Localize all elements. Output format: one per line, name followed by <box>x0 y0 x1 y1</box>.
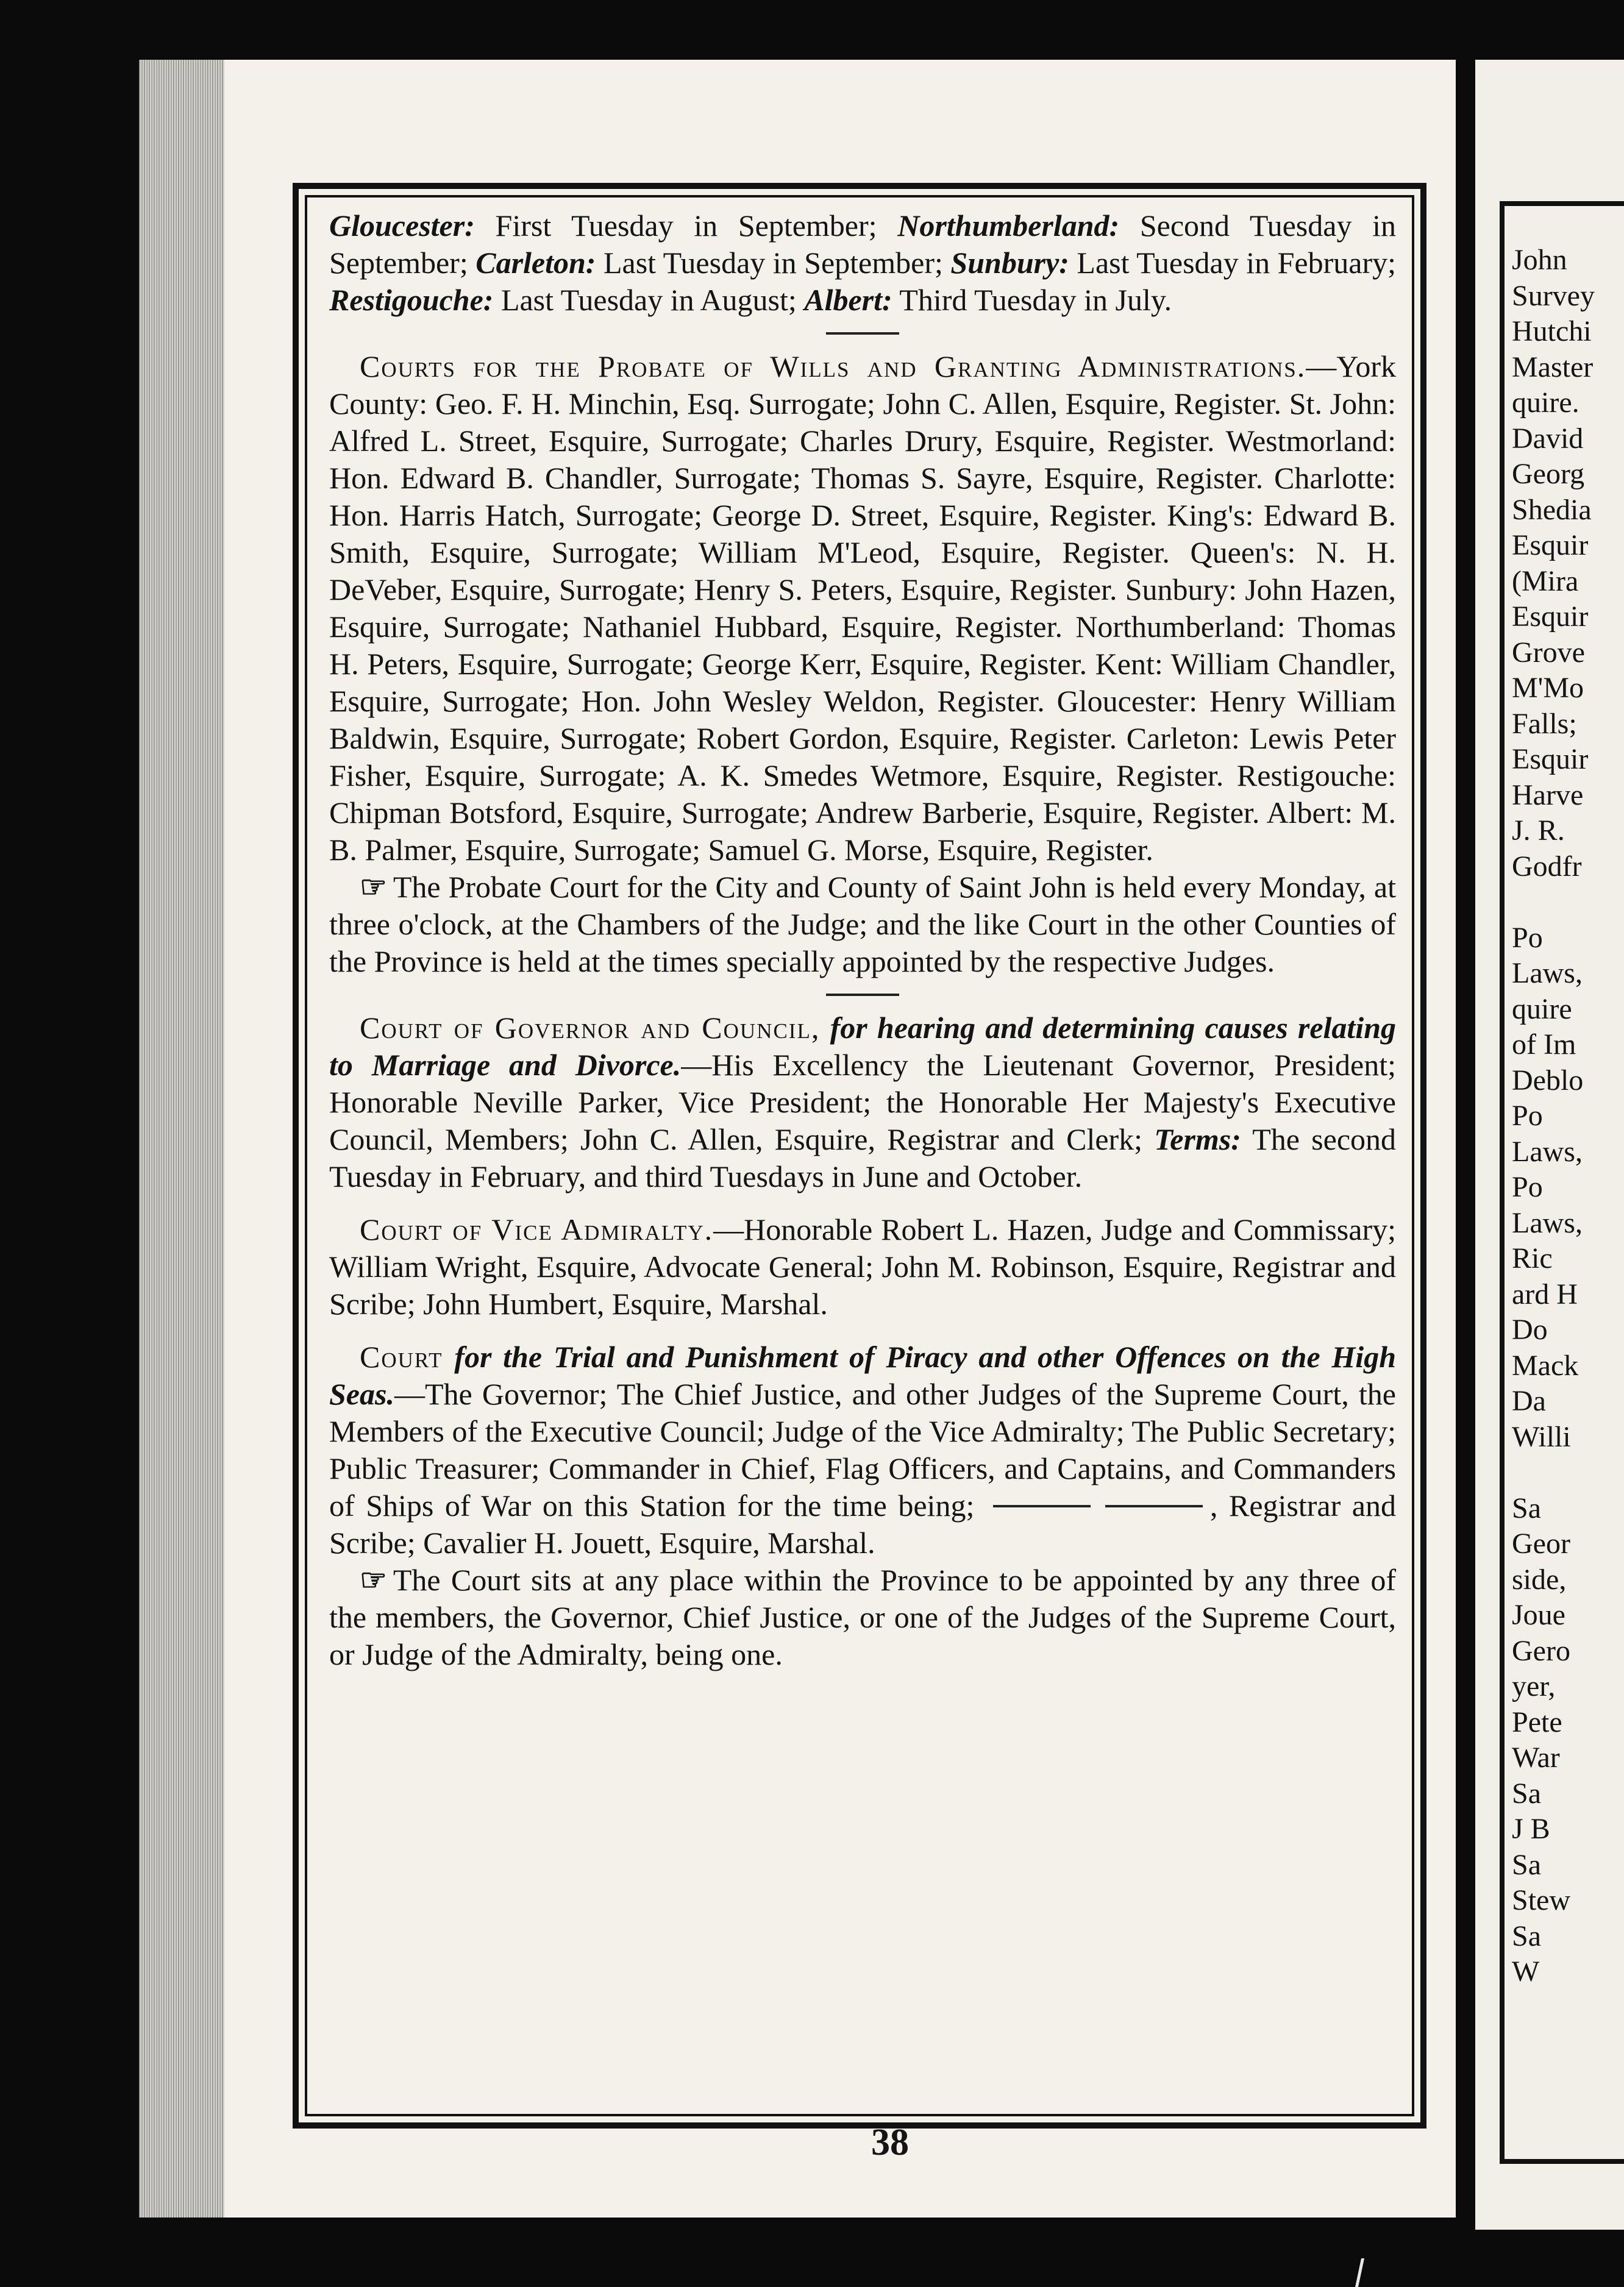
facing-page-line: Falls; <box>1512 707 1577 740</box>
vice-admiralty-paragraph <box>329 1211 1396 1323</box>
governor-council-terms: The second Tuesday in February, and third Tuesdays in June and October. <box>329 1122 1397 1193</box>
facing-page-line: Laws, <box>1512 1206 1583 1239</box>
facing-page-line: J. R. <box>1512 814 1565 847</box>
facing-page-line: Sa <box>1512 1492 1541 1524</box>
circuit-date: Last Tuesday in August; <box>500 283 797 317</box>
county-label: Albert: <box>804 283 892 317</box>
facing-page-line: Sa <box>1512 1919 1541 1952</box>
facing-page-text <box>1512 243 1624 1990</box>
facing-page-line: ard H <box>1512 1278 1578 1311</box>
facing-page-line: Shedia <box>1512 493 1592 526</box>
circuit-date: Third Tuesday in July. <box>899 283 1172 317</box>
governor-council-purpose: for hearing and determining causes relating to Marriage and Divorce. <box>329 1011 1397 1082</box>
circuit-date: Last Tuesday in September; <box>603 246 943 280</box>
facing-page-line: Esquir <box>1512 743 1589 775</box>
facing-page-line: W <box>1512 1955 1540 1988</box>
facing-page-line: Pete <box>1512 1705 1562 1738</box>
facing-page-line: Ric <box>1512 1242 1553 1275</box>
page-number: 38 <box>871 2122 909 2163</box>
probate-heading: Courts for the Probate of Wills and Granting Administrations. <box>360 349 1306 383</box>
facing-page-line: Survey <box>1512 279 1595 312</box>
county-label: Carleton: <box>475 246 596 280</box>
facing-page-line: Gero <box>1512 1634 1570 1667</box>
scan-mark <box>1355 2258 1375 2287</box>
pointing-hand-icon: ☞ <box>360 1563 387 1597</box>
facing-page-line: Master <box>1512 350 1594 383</box>
facing-page-line: (Mira <box>1512 564 1579 597</box>
facing-page-line: Esquir <box>1512 600 1589 633</box>
facing-page-line: quire. <box>1512 386 1579 419</box>
piracy-court-note <box>329 1562 1396 1673</box>
facing-page-line: John <box>1512 244 1567 276</box>
piracy-court-note-text: The Court sits at any place within the Province to be appointed by any three of the members, the Governor, Chief Justice, or one of the Judges of the Supreme Court, or Judge of the Admiralty, being one. <box>329 1563 1396 1671</box>
probate-paragraph <box>329 348 1396 869</box>
terms-label: Terms: <box>1154 1122 1241 1156</box>
governor-council-heading: Court of Governor and Council, <box>360 1011 821 1045</box>
facing-page-line: Po <box>1512 921 1543 954</box>
piracy-court-body: —The Governor; The Chief Justice, and other Judges of the Supreme Court, the Members of the Executive Council; Judge of the Vice Admiralty; The Public Secretary; Public Treasurer; Commander in Chief, Flag Officers, and Captains, and Commanders of Ships of War on this Station for the time being; <box>329 1377 1396 1523</box>
facing-page-line: Laws, <box>1512 1135 1583 1168</box>
facing-page-line: Joue <box>1512 1599 1565 1631</box>
circuit-date: Second Tuesday in September; <box>329 208 1397 280</box>
piracy-court-purpose: for the Trial and Punishment of Piracy and other Offences on the High Seas. <box>329 1340 1396 1411</box>
facing-page-line <box>1512 884 1624 920</box>
facing-page-line: side, <box>1512 1563 1567 1596</box>
facing-page-line: Da <box>1512 1385 1546 1417</box>
facing-page-line: Po <box>1512 1171 1543 1203</box>
governor-council-paragraph <box>329 1009 1396 1195</box>
facing-page-line: M'Mo <box>1512 672 1584 704</box>
facing-page-line: War <box>1512 1741 1560 1774</box>
governor-council-body: —His Excellency the Lieutenant Governor, President; Honorable Neville Parker, Vice President; the Honorable Her Majesty's Executive Council, Members; John C. Allen, Esquire, Registrar and Clerk; <box>329 1048 1396 1156</box>
facing-page-line: yer, <box>1512 1670 1556 1702</box>
facing-page-line: Do <box>1512 1314 1548 1346</box>
probate-body: —York County: Geo. F. H. Minchin, Esq. Surrogate; John C. Allen, Esquire, Register. St. John: Alfred L. Street, Esquire, Surrogate; Charles Drury, Esquire, Register. Westmorland: Hon. Edward B. Chandler, Surrogate; Thomas S. Sayre, Esquire, Register. Charlotte: Hon. Harris Hatch, Surrogate; George D. Street, Esquire, Register. King's: Edward B. Smith, Esquire, Surrogate; William M'Leod, Esquire, Register. Queen's: N. H. DeVeber, Esquire, Surrogate; Henry S. Peters, Esquire, Register. Sunbury: John Hazen, Esquire, Surrogate; Nathaniel Hubbard, Esquire, Register. Northumberland: Thomas H. Peters, Esquire, Surrogate; George Kerr, Esquire, Register. Kent: William Chandler, Esquire, Surrogate; Hon. John Wesley Weldon, Register. Gloucester: Henry William Baldwin, Esquire, Surrogate; Robert Gordon, Esquire, Register. Carleton: Lewis Peter Fisher, Esquire, Surrogate; A. K. Smedes Wetmore, Esquire, Register. Restigouche: Chipman Botsford, Esquire, Surrogate; Andrew Barberie, Esquire, Register. Albert: M. B. Palmer, Esquire, Surrogate; Samuel G. Morse, Esquire, Register. <box>329 349 1396 867</box>
piracy-court-body-end: , Registrar and Scribe; Cavalier H. Jouett, Esquire, Marshal. <box>329 1489 1396 1560</box>
facing-page-line: David <box>1512 422 1584 455</box>
facing-page-line: Harve <box>1512 778 1584 811</box>
facing-page-line: of Im <box>1512 1028 1576 1061</box>
page-edge-stack <box>139 60 224 2218</box>
facing-page-line: J B <box>1512 1813 1550 1845</box>
facing-page-line: Stew <box>1512 1884 1570 1916</box>
facing-page-line: Po <box>1512 1100 1543 1132</box>
facing-page <box>1475 60 1624 2230</box>
facing-page-line: Grove <box>1512 636 1585 669</box>
facing-page-line: quire <box>1512 992 1572 1025</box>
county-label: Sunbury: <box>950 246 1069 280</box>
facing-page-line: Georg <box>1512 458 1585 490</box>
county-label: Northumberland: <box>897 208 1120 243</box>
probate-note <box>329 869 1396 980</box>
blank-line <box>1105 1505 1203 1507</box>
facing-page-line <box>1512 1455 1624 1491</box>
circuit-paragraph <box>329 207 1396 319</box>
county-label: Restigouche: <box>329 283 494 317</box>
piracy-court-paragraph <box>329 1339 1396 1562</box>
facing-page-line: Esquir <box>1512 529 1589 561</box>
circuit-date: First Tuesday in September; <box>495 208 877 243</box>
vice-admiralty-heading: Court of Vice Admiralty. <box>360 1212 714 1247</box>
circuit-date: Last Tuesday in February; <box>1077 246 1397 280</box>
facing-page-line: Hutchi <box>1512 315 1592 347</box>
blank-line <box>993 1505 1091 1507</box>
section-divider <box>826 332 899 335</box>
facing-page-line: Sa <box>1512 1848 1541 1881</box>
facing-page-line: Mack <box>1512 1349 1579 1382</box>
facing-page-line: Sa <box>1512 1777 1541 1810</box>
county-label: Gloucester: <box>329 208 475 243</box>
facing-page-line: Deblo <box>1512 1064 1584 1097</box>
facing-page-line: Godfr <box>1512 850 1582 883</box>
probate-note-text: The Probate Court for the City and County of Saint John is held every Monday, at three o'clock, at the Chambers of the Judge; and the like Court in the other Counties of the Province is held at the times specially appointed by the respective Judges. <box>329 870 1396 978</box>
vice-admiralty-body: —Honorable Robert L. Hazen, Judge and Commissary; William Wright, Esquire, Advocate General; John M. Robinson, Esquire, Registrar and Scribe; John Humbert, Esquire, Marshal. <box>329 1212 1396 1321</box>
section-divider <box>826 994 899 996</box>
pointing-hand-icon: ☞ <box>360 870 387 904</box>
facing-page-line: Willi <box>1512 1420 1571 1453</box>
facing-page-line: Geor <box>1512 1528 1570 1560</box>
piracy-court-heading: Court <box>360 1340 443 1374</box>
facing-page-line: Laws, <box>1512 957 1583 989</box>
page-content <box>329 207 1396 1673</box>
